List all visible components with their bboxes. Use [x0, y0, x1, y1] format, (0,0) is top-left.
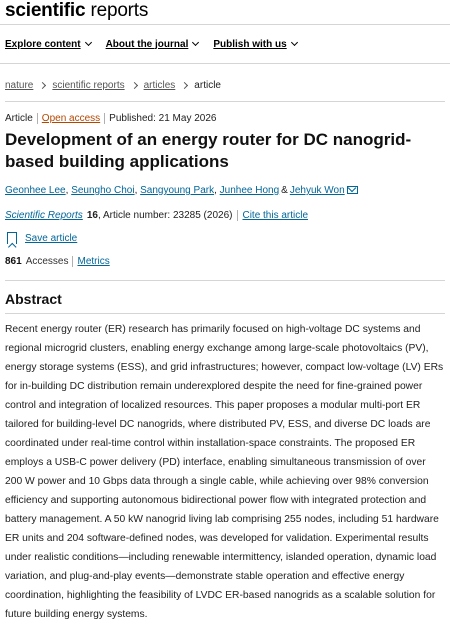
separator — [104, 113, 105, 124]
separator — [37, 113, 38, 124]
chevron-down-icon — [192, 39, 199, 46]
metrics-link[interactable]: Metrics — [77, 256, 110, 267]
logo-bold-text: scientific — [5, 0, 86, 21]
nav-about-journal[interactable] — [106, 39, 199, 50]
chevron-right-icon — [131, 81, 138, 88]
author-link[interactable]: Geonhee Lee — [5, 185, 66, 196]
article-title: Development of an energy router for DC nanogrid-based building applications — [5, 130, 412, 171]
author-separator: , — [214, 185, 220, 196]
nav-publish-with-us[interactable] — [213, 39, 296, 50]
journal-info — [0, 210, 450, 221]
site-logo[interactable] — [5, 0, 445, 22]
author-ampersand: & — [281, 185, 288, 196]
author-link[interactable]: Junhee Hong — [219, 185, 280, 196]
nav-label: About the journal — [105, 38, 189, 50]
chevron-down-icon — [291, 39, 298, 46]
logo-rest-text: reports — [85, 0, 149, 21]
nav-explore-content[interactable] — [5, 39, 91, 50]
bookmark-icon — [7, 232, 17, 244]
published-date: Published: 21 May 2026 — [109, 113, 217, 124]
author-separator: , — [134, 185, 141, 196]
mail-icon[interactable] — [347, 186, 358, 194]
masthead — [0, 0, 450, 25]
divider — [5, 101, 445, 102]
breadcrumb — [0, 75, 450, 95]
accesses-count: 861 — [5, 256, 22, 267]
chevron-down-icon — [85, 39, 92, 46]
cite-article-link[interactable]: Cite this article — [242, 210, 309, 221]
separator — [237, 210, 238, 221]
breadcrumb-current: article — [194, 79, 221, 91]
separator — [72, 256, 73, 267]
volume-number: 16 — [86, 210, 98, 221]
chevron-right-icon — [181, 81, 188, 88]
abstract-text: Recent energy router (ER) research has primarily focused on high-voltage DC systems and regional microgrid clusters, enabling energy exchange among large-scale photovoltaics (PV), energy storage systems (ESS), and grid infrastructures; however, compact low-voltage (LV) ERs for in-building DC distribution remain underexplored despite the need for fine-grained power control and integration of localized resources. This paper proposes a modular multi-port ER tailored for building-level DC nanogrids, where distributed PV, ESS, and diverse DC loads are coordinated under real-time control within installation-space constraints. The proposed ER employs a USB-C power delivery (PD) interface, enabling simultaneous transmission of over 200 W power and 10 Gbps data through a single cable, while achieving over 98% conversion efficiency and supporting autonomous bidirectional power flow with integrated protection and battery management. A 50 kW nanogrid living lab comprising 255 nodes, including 51 hardware ER units and 204 software-defined nodes, was developed for validation. Experimental results under realistic conditions—including renewable intermittency, islanded operation, dynamic load variation, and plug-and-play events—demonstrate stable operation and effective energy coordination, highlighting the feasibility of LVDC ER-based nanogrids as a scalable solution for future building energy systems. — [5, 324, 444, 620]
journal-link[interactable]: Scientific Reports — [5, 210, 83, 221]
main-nav — [0, 25, 450, 64]
article-type: Article — [5, 113, 33, 124]
chevron-right-icon — [39, 81, 46, 88]
article-number: , Article number: 23285 (2026) — [97, 210, 233, 221]
abstract-heading: Abstract — [5, 291, 62, 307]
author-separator: , — [65, 185, 72, 196]
nav-label: Publish with us — [213, 38, 287, 50]
save-article-button[interactable] — [0, 232, 450, 244]
breadcrumb-articles[interactable]: articles — [143, 79, 176, 91]
article-metrics — [0, 256, 450, 267]
author-link[interactable]: Jehyuk Won — [289, 185, 345, 196]
nav-label: Explore content — [5, 38, 81, 50]
breadcrumb-nature[interactable]: nature — [5, 79, 34, 91]
open-access-link[interactable]: Open access — [41, 113, 101, 124]
author-list — [0, 184, 450, 197]
author-link[interactable]: Seungho Choi — [71, 185, 135, 196]
article-meta — [0, 113, 450, 124]
accesses-label: Accesses — [25, 256, 69, 267]
save-article-label: Save article — [25, 232, 78, 244]
author-link[interactable]: Sangyoung Park — [140, 185, 215, 196]
divider — [5, 313, 445, 314]
breadcrumb-journal[interactable]: scientific reports — [52, 79, 125, 91]
divider — [5, 280, 445, 281]
